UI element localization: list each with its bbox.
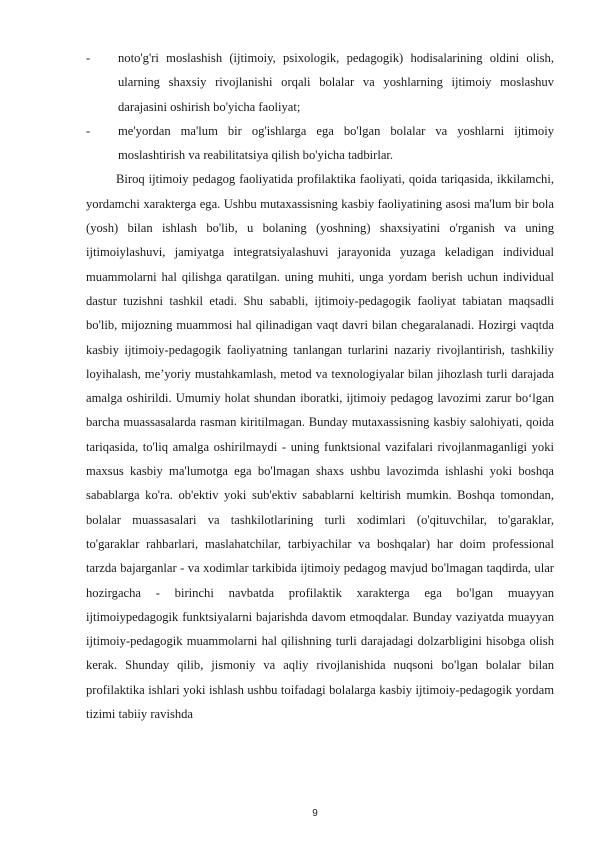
list-item <box>86 119 554 168</box>
bullet-dash: - <box>86 51 91 65</box>
bullet-list <box>86 46 554 167</box>
bullet-text: me'yordan ma'lum bir og'ishlarga ega bo'lgan bolalar va yoshlarni ijtimoiy moslashtirish va reabilitatsiya qilish bo'yicha tadbirlar. <box>118 123 554 163</box>
document-page <box>86 46 554 726</box>
body-paragraph: Biroq ijtimoiy pedagog faoliyatida profilaktika faoliyati, qoida tariqasida, ikkilamchi, yordamchi xarakterga ega. Ushbu mutaxassisning kasbiy faoliyatining asosi ma'lum bir bola (yosh) bilan ishlash bo'lib, u bolaning (yoshning) shaxsiyatini o'rganish va uning ijtimoiylashuvi, jamiyatga integratsiyalashuvi jarayonida yuzaga keladigan individual muammolarni hal qilishga qaratilgan. uning muhiti, unga yordam berish uchun individual dastur tuzishni tashkil etadi. Shu sababli, ijtimoiy-pedagogik faoliyat tabiatan maqsadli bo'lib, mijozning muammosi hal qilinadigan vaqt davri bilan chegaralanadi. Hozirgi vaqtda kasbiy ijtimoiy-pedagogik faoliyatning tanlangan turlarini nazariy rivojlantirish, tashkiliy loyihalash, me’yoriy mustahkamlash, metod va texnologiyalar bilan jihozlash turli darajada amalga oshirildi. Umumiy holat shundan iboratki, ijtimoiy pedagog lavozimi zarur bo‘lgan barcha muassasalarda rasman kiritilmagan. Bunday mutaxassisning kasbiy salohiyati, qoida tariqasida, to'liq amalga oshirilmaydi - uning funktsional vazifalari rivojlanmaganligi yoki maxsus kasbiy ma'lumotga ega bo'lmagan shaxs ushbu lavozimda ishlashi yoki boshqa sabablarga ko'ra. ob'ektiv yoki sub'ektiv sabablarni keltirish mumkin. Boshqa tomondan, bolalar muassasalari va tashkilotlarining turli xodimlari (o'qituvchilar, to'garaklar, to'garaklar rahbarlari, maslahatchilar, tarbiyachilar va boshqalar) har doim professional tarzda bajarganlar - va xodimlar tarkibida ijtimoiy pedagog mavjud bo'lmagan taqdirda, ular hozirgacha - birinchi navbatda profilaktik xarakterga ega bo'lgan muayyan ijtimoiypedagogik funktsiyalarni bajarishda davom etmoqdalar. Bunday vaziyatda muayyan ijtimoiy-pedagogik muammolarni hal qilishning turli darajadagi dolzarbligini hisobga olish kerak. Shunday qilib, jismoniy va aqliy rivojlanishida nuqsoni bo'lgan bolalar bilan profilaktika ishlari yoki ishlash ushbu toifadagi bolalarga kasbiy ijtimoiy-pedagogik yordam tizimi tabiiy ravishda <box>86 172 554 722</box>
bullet-dash: - <box>86 123 91 138</box>
bullet-text: noto'g'ri moslashish (ijtimoiy, psixologik, pedagogik) hodisalarining oldini olish, ularning shaxsiy rivojlanishi orqali bolalar va yoshlarning ijtimoiy moslashuv darajasini oshirish bo'yicha faoliyat; <box>118 51 554 114</box>
page-number: 9 <box>312 808 318 819</box>
list-item <box>86 46 554 119</box>
